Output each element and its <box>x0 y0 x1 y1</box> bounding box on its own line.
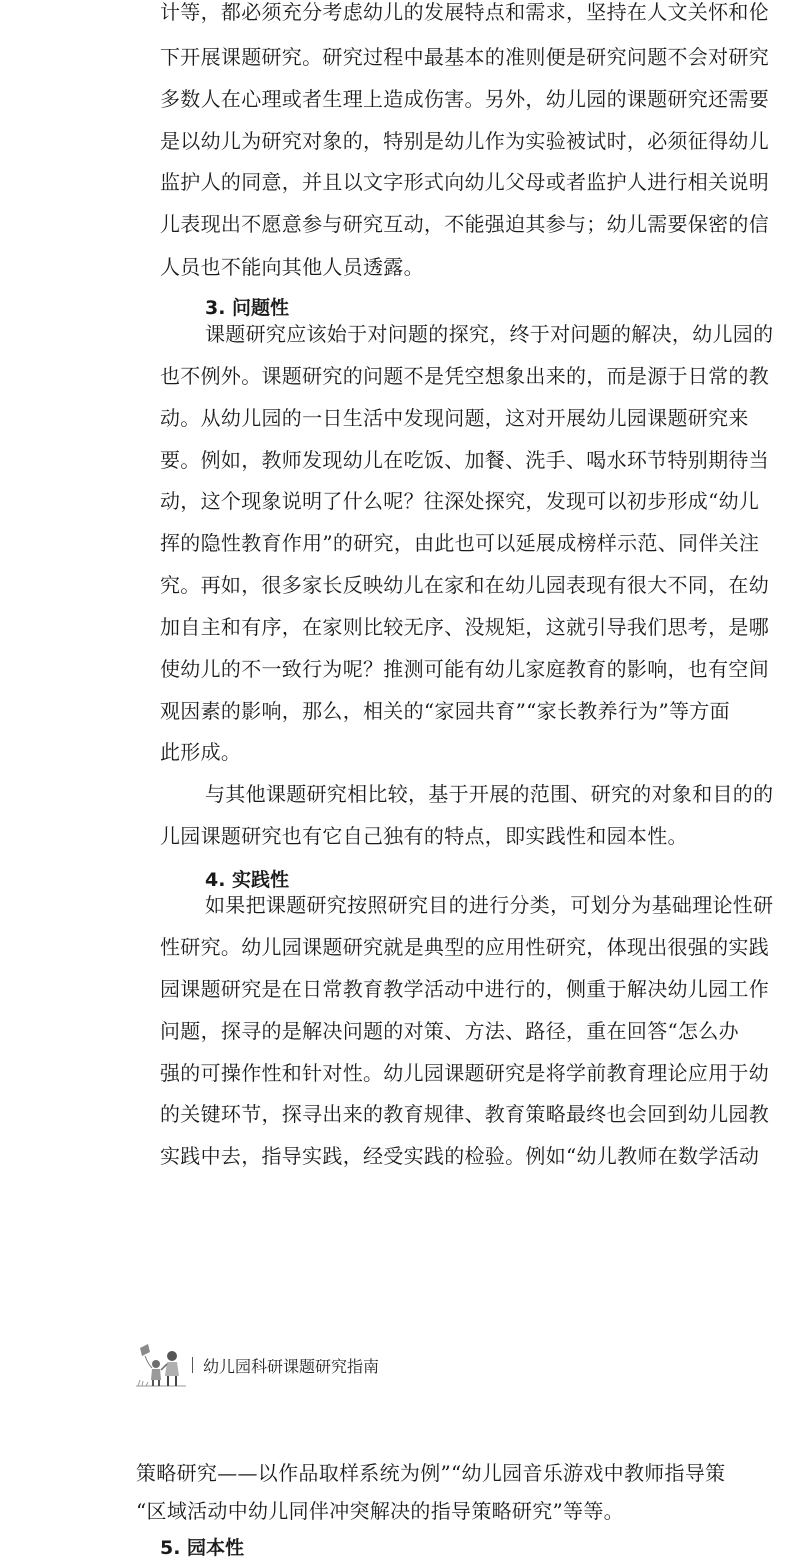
text-line: 计等，都必须充分考虑幼儿的发展特点和需求，坚持在人文关怀和伦 <box>160 0 769 24</box>
text-line: 策略研究——以作品取样系统为例”“幼儿园音乐游戏中教师指导策 <box>136 1461 726 1485</box>
text-line: 性研究。幼儿园课题研究就是典型的应用性研究，体现出很强的实践 <box>160 935 769 959</box>
text-line: 挥的隐性教育作用”的研究，由此也可以延展成榜样示范、同伴关注 <box>160 531 760 555</box>
text-line: 人员也不能向其他人员透露。 <box>160 255 424 279</box>
text-line: 加自主和有序，在家则比较无序、没规矩，这就引导我们思考，是哪 <box>160 615 769 639</box>
text-line: 是以幼儿为研究对象的，特别是幼儿作为实验被试时，必须征得幼儿 <box>160 129 769 153</box>
running-header <box>134 1340 379 1390</box>
text-line: 的关键环节，探寻出来的教育规律、教育策略最终也会回到幼儿园教 <box>160 1102 769 1126</box>
text-line: 要。例如，教师发现幼儿在吃饭、加餐、洗手、喝水环节特别期待当 <box>160 448 769 472</box>
text-line: 强的可操作性和针对性。幼儿园课题研究是将学前教育理论应用于幼 <box>160 1061 769 1085</box>
text-line: 课题研究应该始于对问题的探究，终于对问题的解决，幼儿园的 <box>205 322 774 346</box>
text-line: 使幼儿的不一致行为呢？推测可能有幼儿家庭教育的影响，也有空间 <box>160 657 769 681</box>
text-line: 实践中去，指导实践，经受实践的检验。例如“幼儿教师在数学活动 <box>160 1144 760 1168</box>
text-line: 问题，探寻的是解决问题的对策、方法、路径，重在回答“怎么办 <box>160 1019 739 1043</box>
text-line: 此形成。 <box>160 740 242 764</box>
text-line: 究。再如，很多家长反映幼儿在家和在幼儿园表现有很大不同，在幼 <box>160 573 769 597</box>
text-line: 下开展课题研究。研究过程中最基本的准则便是研究问题不会对研究 <box>160 45 769 69</box>
partial-heading-clip <box>160 1536 280 1559</box>
text-line: 也不例外。课题研究的问题不是凭空想象出来的，而是源于日常的教 <box>160 364 769 388</box>
text-line: 观因素的影响，那么，相关的“家园共育”“家长教养行为”等方面 <box>160 699 730 723</box>
section-heading-3: 3. 问题性 <box>205 297 290 319</box>
divider <box>192 1357 193 1373</box>
book-title: 幼儿园科研课题研究指南 <box>203 1356 380 1376</box>
text-line: 动。从幼儿园的一日生活中发现问题，这对开展幼儿园课题研究来 <box>160 406 749 430</box>
section-heading-4: 4. 实践性 <box>205 869 290 891</box>
children-with-kite-icon <box>134 1342 188 1388</box>
text-line: 儿园课题研究也有它自己独有的特点，即实践性和园本性。 <box>160 824 688 848</box>
text-line: 如果把课题研究按照研究目的进行分类，可划分为基础理论性研 <box>205 893 774 917</box>
text-line: 多数人在心理或者生理上造成伤害。另外，幼儿园的课题研究还需要 <box>160 87 769 111</box>
text-line: 儿表现出不愿意参与研究互动，不能强迫其参与；幼儿需要保密的信 <box>160 212 769 236</box>
text-line: 监护人的同意，并且以文字形式向幼儿父母或者监护人进行相关说明 <box>160 170 769 194</box>
text-line: 园课题研究是在日常教育教学活动中进行的，侧重于解决幼儿园工作 <box>160 977 769 1001</box>
text-line: “区域活动中幼儿同伴冲突解决的指导策略研究”等等。 <box>136 1499 624 1523</box>
text-line: 与其他课题研究相比较，基于开展的范围、研究的对象和目的的 <box>205 782 774 806</box>
text-line: 动，这个现象说明了什么呢？往深处探究，发现可以初步形成“幼儿 <box>160 489 760 513</box>
section-heading-5: 5. 园本性 <box>160 1537 245 1559</box>
